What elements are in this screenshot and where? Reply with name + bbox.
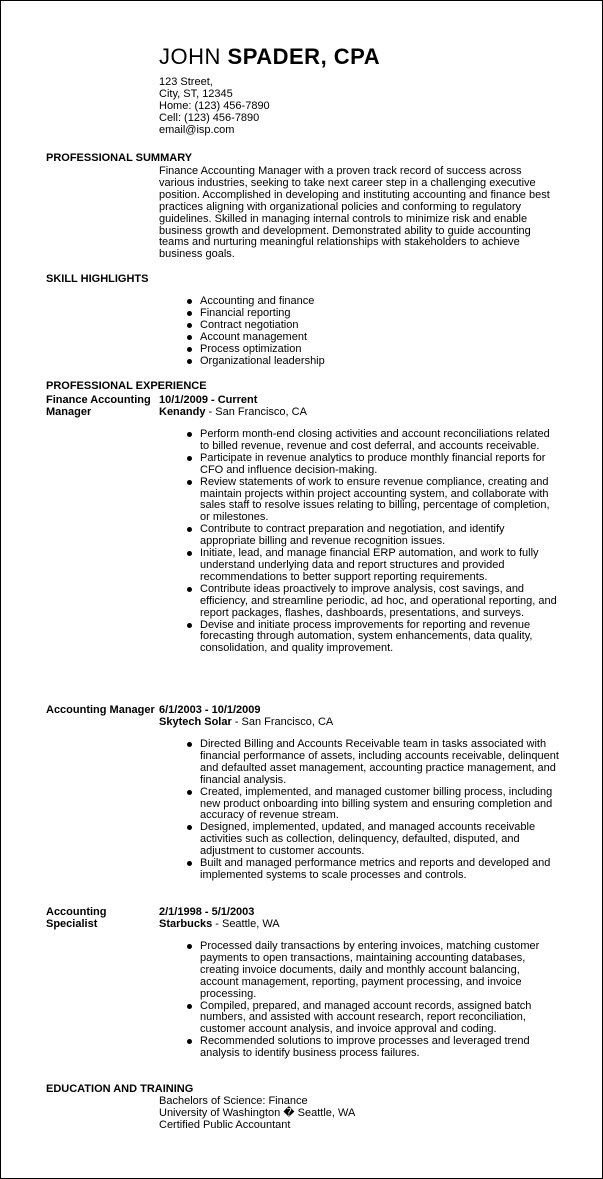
list-item: Review statements of work to ensure revenue compliance, creating and maintain projects within project accounting system, and collaborate with sales staff to resolve issues relating to billing, percentage of completion, or milestones.: [200, 477, 560, 525]
list-item: Accounting and finance: [200, 296, 560, 308]
job-title: Accounting Specialist: [46, 906, 107, 930]
education-block: [159, 1095, 355, 1131]
list-item: Processed daily transactions by entering invoices, matching customer payments to open transactions, maintaining accounting databases, creating invoice documents, daily and monthly account balancing, account management, reporting, payment processing, and invoice processing.: [200, 941, 560, 1001]
company-location: - Seattle, WA: [212, 918, 280, 930]
company-name: Kenandy: [159, 406, 206, 418]
certification: Certified Public Accountant: [159, 1119, 291, 1131]
list-item: Devise and initiate process improvements for reporting and revenue forecasting through automation, system enhancements, data quality, consolidation, and quality improvement.: [200, 620, 560, 656]
education-heading: EDUCATION AND TRAINING: [46, 1083, 194, 1095]
address-line-2: City, ST, 12345: [159, 88, 233, 100]
list-item: Financial reporting: [200, 308, 560, 320]
company-name: Skytech Solar: [159, 716, 232, 728]
company-location: - San Francisco, CA: [205, 406, 307, 418]
list-item: Created, implemented, and managed customer billing process, including new product onboarding into billing system and ensuring completion and accuracy of revenue stream.: [200, 787, 560, 823]
first-name: JOHN: [159, 44, 221, 69]
job-company: [159, 918, 280, 930]
summary-heading: PROFESSIONAL SUMMARY: [46, 152, 193, 164]
job-title: Finance Accounting Manager: [46, 394, 151, 418]
experience-heading: PROFESSIONAL EXPERIENCE: [46, 380, 207, 392]
job-bullets: [200, 739, 560, 882]
university: University of Washington � Seattle, WA: [159, 1107, 356, 1119]
last-name: SPADER, CPA: [227, 44, 381, 69]
job-dates: 6/1/2003 - 10/1/2009: [159, 704, 261, 716]
list-item: Process optimization: [200, 344, 560, 356]
cell-phone: Cell: (123) 456-7890: [159, 112, 260, 124]
job-dates: 10/1/2009 - Current: [159, 394, 258, 406]
company-location: - San Francisco, CA: [231, 716, 334, 728]
list-item: Perform month-end closing activities and account reconciliations related to billed revenue, revenue and cost deferral, and accounts receivable.: [200, 429, 560, 453]
contact-block: [159, 76, 270, 136]
job-company: [159, 406, 307, 418]
job-company: [159, 716, 333, 728]
list-item: Contract negotiation: [200, 320, 560, 332]
list-item: Recommended solutions to improve processes and leveraged trend analysis to identify business process failures.: [200, 1036, 560, 1060]
list-item: Designed, implemented, updated, and managed accounts receivable activities such as collection, delinquency, defaulted, disputed, and adjustment to customer accounts.: [200, 822, 560, 858]
job-bullets: [200, 429, 560, 655]
home-phone: Home: (123) 456-7890: [159, 100, 270, 112]
list-item: Participate in revenue analytics to produce monthly financial reports for CFO and influence decision-making.: [200, 453, 560, 477]
summary-text: Finance Accounting Manager with a proven track record of success across various industries, seeking to take next career step in a challenging executive position. Accomplished in developing and instituting accounting and finance best practices aligning with organizational policies and conforming to regulatory guidelines. Skilled in managing internal controls to minimize risk and enable business growth and development. Demonstrated ability to guide accounting teams and nurturing meaningful relationships with stakeholders to achieve business goals.: [159, 165, 550, 261]
candidate-name: [159, 44, 380, 70]
job-title: Accounting Manager: [46, 704, 155, 716]
skills-heading: SKILL HIGHLIGHTS: [46, 273, 149, 285]
skills-list: [200, 296, 560, 367]
list-item: Organizational leadership: [200, 356, 560, 368]
company-name: Starbucks: [159, 918, 213, 930]
list-item: Directed Billing and Accounts Receivable team in tasks associated with financial performance of assets, including accounts receivable, delinquent and defaulted asset management, accounting practice management, and financial analysis.: [200, 738, 559, 786]
list-item: Initiate, lead, and manage financial ERP automation, and work to fully understand underlying data and report structures and provided recommendations to better support reporting requirements.: [200, 548, 560, 584]
degree: Bachelors of Science: Finance: [159, 1095, 308, 1107]
email: email@isp.com: [159, 124, 235, 136]
list-item: Account management: [200, 332, 560, 344]
list-item: Compiled, prepared, and managed account records, assigned batch numbers, and assisted with account research, report reconciliation, customer account analysis, and invoice approval and coding.: [200, 1001, 560, 1037]
list-item: Contribute ideas proactively to improve analysis, cost savings, and efficiency, and streamline periodic, ad hoc, and operational reporting, and report packages, flashes, dashboards, presentations, and surveys.: [200, 584, 560, 620]
job-dates: 2/1/1998 - 5/1/2003: [159, 906, 255, 918]
list-item: Contribute to contract preparation and negotiation, and identify appropriate billing and revenue recognition issues.: [200, 524, 560, 548]
job-bullets: [200, 941, 560, 1060]
address-line-1: 123 Street,: [159, 76, 213, 88]
list-item: Built and managed performance metrics and reports and developed and implemented systems to scale processes and controls.: [200, 858, 560, 882]
